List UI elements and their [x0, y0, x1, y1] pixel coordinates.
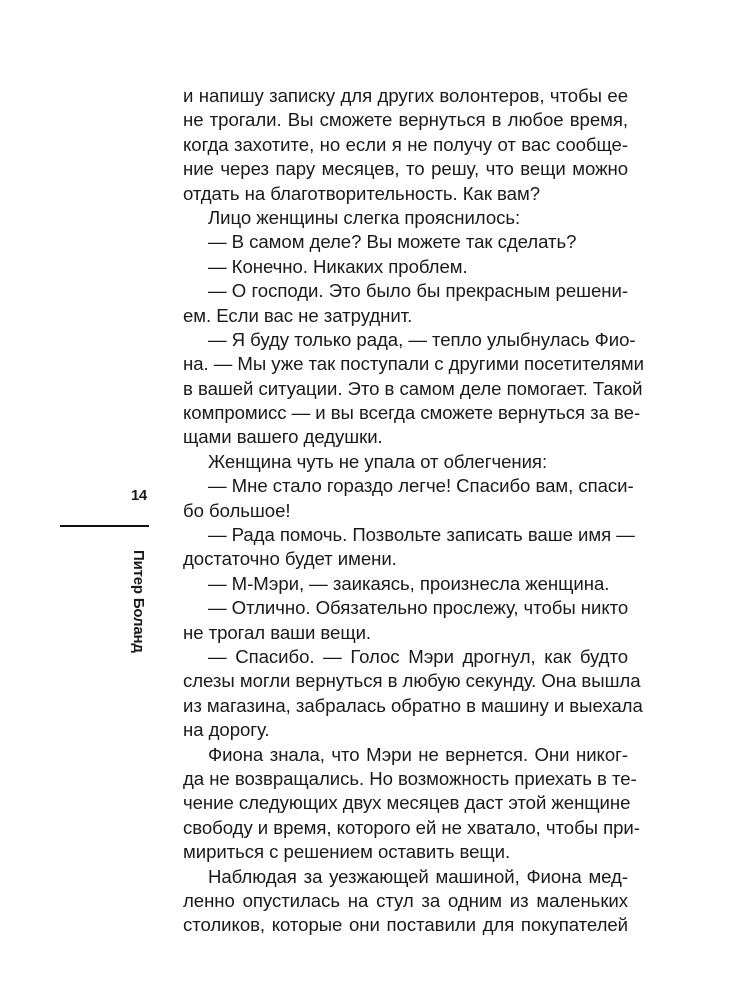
text-line: ем. Если вас не затруднит.: [183, 304, 413, 326]
text-line: ленно опустилась на стул за одним из маленьких: [183, 889, 628, 911]
text-line: на дорогу.: [183, 719, 270, 741]
running-header-author: Питер Боланд: [130, 550, 147, 653]
text-line: — О господи. Это было бы прекрасным решени-: [208, 280, 628, 302]
text-line: достаточно будет имени.: [183, 548, 397, 570]
text-line: из магазина, забралась обратно в машину и выехала: [183, 694, 643, 716]
text-line: Женщина чуть не упала от облегчения:: [208, 450, 548, 472]
text-line: — Отлично. Обязательно прослежу, чтобы никто: [208, 597, 629, 619]
text-line: щами вашего дедушки.: [183, 426, 383, 448]
text-line: — Рада помочь. Позвольте записать ваше имя —: [208, 524, 635, 546]
text-line: мириться с решением оставить вещи.: [183, 841, 511, 863]
text-line: Фиона знала, что Мэри не вернется. Они никог-: [208, 743, 628, 765]
text-line: — В самом деле? Вы можете так сделать?: [208, 231, 577, 253]
page-number: 14: [131, 487, 147, 504]
text-line: компромисс — и вы всегда сможете вернуться за ве-: [183, 402, 641, 424]
text-line: — Мне стало гораздо легче! Спасибо вам, спаси-: [208, 475, 634, 497]
text-line: столиков, которые они поставили для покупателей: [183, 914, 628, 936]
text-line: не трогал ваши вещи.: [183, 621, 372, 643]
text-line: — Я буду только рада, — тепло улыбнулась Фио-: [208, 328, 636, 350]
text-line: слезы могли вернуться в любую секунду. Она вышла: [183, 670, 641, 692]
text-line: — Спасибо. — Голос Мэри дрогнул, как будто: [208, 645, 628, 667]
text-line: ние через пару месяцев, то решу, что вещи можно: [183, 158, 628, 180]
text-line: на. — Мы уже так поступали с другими посетителями: [183, 353, 644, 375]
text-line: — М-Мэри, — заикаясь, произнесла женщина.: [208, 572, 610, 594]
text-line: в вашей ситуации. Это в самом деле помогает. Такой: [183, 377, 643, 399]
text-line: бо большое!: [183, 499, 291, 521]
text-line: да не возвращались. Но возможность приехать в те-: [183, 767, 637, 789]
margin-divider: [60, 525, 149, 527]
text-line: Лицо женщины слегка прояснилось:: [208, 206, 521, 228]
text-line: отдать на благотворительность. Как вам?: [183, 182, 540, 204]
text-line: чение следующих двух месяцев даст этой женщине: [183, 792, 631, 814]
text-line: не трогали. Вы сможете вернуться в любое время,: [183, 109, 628, 131]
text-line: — Конечно. Никаких проблем.: [208, 255, 468, 277]
text-line: свободу и время, которого ей не хватало, чтобы при-: [183, 816, 640, 838]
text-line: Наблюдая за уезжающей машиной, Фиона мед-: [208, 865, 628, 887]
text-line: и напишу записку для других волонтеров, чтобы ее: [183, 85, 628, 106]
body-text: [183, 84, 644, 938]
text-line: когда захотите, но если я не получу от вас сообще-: [183, 133, 628, 155]
